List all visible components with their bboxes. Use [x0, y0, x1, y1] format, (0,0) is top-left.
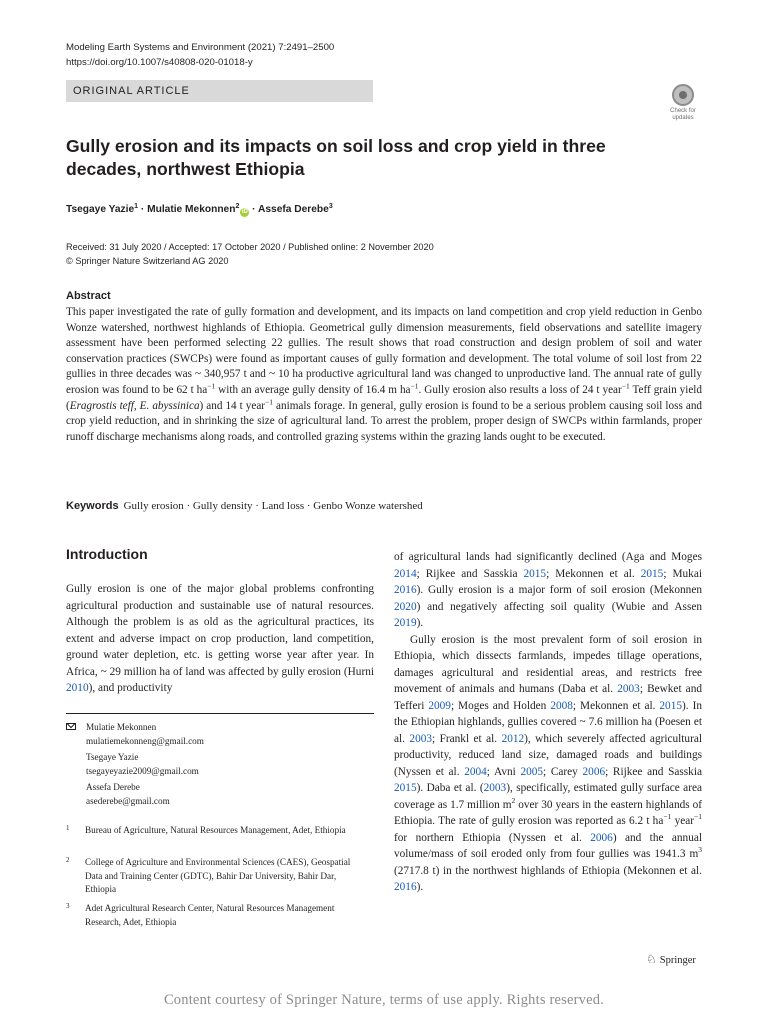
citation-link[interactable]: 2019 — [394, 617, 417, 629]
citation-link[interactable]: 2016 — [394, 881, 417, 893]
contact-name: Assefa Derebe — [86, 782, 140, 792]
author-name[interactable]: Mulatie Mekonnen — [147, 204, 236, 215]
keywords-list: Gully erosion · Gully density · Land loss · Genbo Wonze watershed — [123, 500, 423, 512]
citation-link[interactable]: 2015 — [394, 782, 417, 794]
citation-link[interactable]: 2014 — [394, 567, 417, 580]
affiliation-number: 1 — [66, 824, 70, 832]
affiliation-number: 3 — [66, 902, 70, 910]
check-updates-line2: updates — [672, 114, 694, 121]
contact-name: Tsegaye Yazie — [86, 752, 139, 762]
citation-link[interactable]: 2006 — [590, 831, 613, 844]
journal-header — [66, 40, 334, 70]
contact-email[interactable]: mulatiemekonneng@gmail.com — [86, 736, 204, 746]
footnote-divider — [66, 713, 374, 714]
intro-paragraph: Gully erosion is one of the major global problems confronting agricultural production and sustainable use of natural resources. Although the problem is as old as the agricultural practices, its extent and adverse impact on crop production, land competition, ground water depletion, etc. is getting worse year after year. In Africa, ~ 29 million ha of land was affected by gully erosion (Hurni 2010), and productivity — [66, 583, 374, 694]
abstract-heading: Abstract — [66, 290, 111, 302]
article-title: Gully erosion and its impacts on soil loss and crop yield in three decades, northwest Ethiopia — [66, 136, 606, 179]
update-icon — [672, 84, 694, 106]
copyright-line: © Springer Nature Switzerland AG 2020 — [66, 256, 229, 266]
orcid-icon[interactable]: iD — [241, 209, 248, 215]
citation-link[interactable]: 2006 — [582, 765, 606, 778]
citation-link[interactable]: 2015 — [659, 699, 682, 712]
doi-link[interactable]: https://doi.org/10.1007/s40808-020-01018-y — [66, 57, 253, 68]
citation-link[interactable]: 2012 — [501, 732, 525, 745]
citation-link[interactable]: 2010 — [66, 682, 89, 694]
correspondence-block — [66, 720, 204, 808]
affiliation-item — [66, 902, 366, 929]
publisher-name: Springer — [659, 955, 696, 966]
keywords — [66, 500, 423, 512]
citation-link[interactable]: 2016 — [394, 584, 417, 596]
author-contact — [66, 780, 204, 808]
citation-link[interactable]: 2003 — [617, 683, 640, 695]
author-contact — [66, 750, 204, 778]
journal-citation: Modeling Earth Systems and Environment (2021) 7:2491–2500 — [66, 42, 335, 53]
citation-link[interactable]: 2015 — [523, 567, 547, 580]
courtesy-notice: Content courtesy of Springer Nature, terms of use apply. Rights reserved. — [163, 992, 605, 1008]
check-for-updates-badge[interactable] — [664, 84, 702, 124]
introduction-heading: Introduction — [66, 546, 148, 562]
author-separator: · — [249, 204, 259, 215]
author-affiliation-mark: 2 — [235, 203, 240, 210]
affiliation-item — [66, 856, 366, 897]
citation-link[interactable]: 2005 — [520, 765, 544, 778]
affiliation-number: 2 — [66, 856, 70, 864]
intro-paragraph: Gully erosion is the most prevalent form of soil erosion in Ethiopia, which dissects farmlands, impedes tillage operations, damages agricultural and residential areas, and restricts free movement of animals and humans (Daba et al. 2003; Bewket and Tefferi 2009; Moges and Holden 2008; Mekonnen et al. 2015). In the Ethiopian highlands, gullies covered ~ 7.6 million ha (Poesen et al. 2003; Frankl et al. 2012), which severely affected agricultural productivity, reduced land size, damaged roads and buildings (Nyssen et al. 2004; Avni 2005; Carey 2006; Rijkee and Sasskia 2015). Daba et al. (2003), specifically, estimated gully surface area coverage as 1.7 million $m^2$ over 30 years in the eastern highlands of Ethiopia. The rate of gully erosion was reported as 6.2 t $ha^{-1}$ year$^{-1}$ for northern Ethiopia (Nyssen et al. 2006) and the annual volume/mass of soil eroded only from four gullies was 1941.3 $m^3$ (2717.8 t) in the northwest highlands of Ethiopia (Mekonnen et al. 2016). — [394, 633, 702, 893]
citation-link[interactable]: 2020 — [394, 600, 417, 613]
affiliation-text: Bureau of Agriculture, Natural Resources Management, Adet, Ethiopia — [85, 825, 346, 835]
contact-name: Mulatie Mekonnen — [86, 722, 157, 732]
author-affiliation-mark: 3 — [328, 203, 333, 210]
author-name[interactable]: Assefa Derebe — [258, 204, 329, 215]
springer-horse-icon: ♘ — [646, 952, 657, 966]
article-type-banner: ORIGINAL ARTICLE — [66, 80, 373, 102]
author-separator: · — [138, 204, 148, 215]
intro-paragraph: of agricultural lands had significantly declined (Aga and Moges 2014; Rijkee and Sasskia 2015; Mekonnen et al. 2015; Mukai 2016). Gully erosion is a major form of soil erosion (Mekonnen 2020) and negatively affecting soil quality (Wubie and Assen 2019). — [394, 551, 702, 629]
contact-email[interactable]: tsegayeyazie2009@gmail.com — [86, 766, 199, 776]
intro-right-column — [394, 549, 702, 896]
citation-link[interactable]: 2003 — [483, 782, 507, 794]
keywords-heading: Keywords — [66, 500, 119, 512]
citation-link[interactable]: 2003 — [409, 732, 433, 745]
citation-link[interactable]: 2004 — [464, 765, 487, 778]
intro-left-column — [66, 581, 374, 697]
author-name[interactable]: Tsegaye Yazie — [66, 204, 135, 215]
citation-link[interactable]: 2008 — [550, 699, 573, 712]
publisher-logo — [646, 952, 696, 967]
citation-link[interactable]: 2009 — [428, 699, 451, 712]
envelope-icon — [66, 723, 76, 730]
publication-dates — [66, 240, 434, 268]
author-list — [66, 203, 333, 217]
citation-link[interactable]: 2015 — [640, 567, 664, 580]
abstract-text: This paper investigated the rate of gully formation and development, and its impacts on land competition and crop yield reduction in Genbo Wonze watershed, northwest highlands of Ethiopia. Geometrical gully dimension measurements, field observations and satellite imagery assessment have been performed selecting 22 gullies. The result shows that road construction and design problem of soil and water conservation practices (SWCPs) were found as important causes of gully formation and development. The total volume of soil lost from 22 gullies in three decades was ~ 340,957 t and ~ 10 ha productive agricultural land was changed to unproductive land. The annual rate of gully erosion was found to be 62 t $ha^{-1}$ with an average gully density of 16.4 m $ha^{-1}$. Gully erosion also results a loss of 24 t year$^{-1}$ Teff grain yield (Eragrostis teff, E. abyssinica) and 14 t year$^{-1}$ animals forage. In general, gully erosion is found to be a serious problem causing soil loss and crop yield reduction, and in shrinking the size of agricultural land. To arrest the problem, proper design of SWCPs within farmlands, proper runoff discharge mechanisms along roads, and controlled grazing systems within the grazing lands ought to be executed. — [66, 306, 703, 443]
author-affiliation-mark: 1 — [134, 203, 139, 210]
date-history: Received: 31 July 2020 / Accepted: 17 October 2020 / Published online: 2 November 2020 — [66, 242, 434, 252]
affiliation-item — [66, 824, 366, 838]
affiliation-text: Adet Agricultural Research Center, Natural Resources Management Research, Adet, Ethiopia — [85, 903, 335, 927]
corresponding-author — [66, 720, 204, 748]
affiliation-text: College of Agriculture and Environmental Sciences (CAES), Geospatial Data and Training Center (GDTC), Bahir Dar University, Bahir Dar, Ethiopia — [85, 857, 351, 894]
contact-email[interactable]: asederebe@gmail.com — [86, 796, 170, 806]
check-updates-line1: Check for — [670, 108, 696, 114]
